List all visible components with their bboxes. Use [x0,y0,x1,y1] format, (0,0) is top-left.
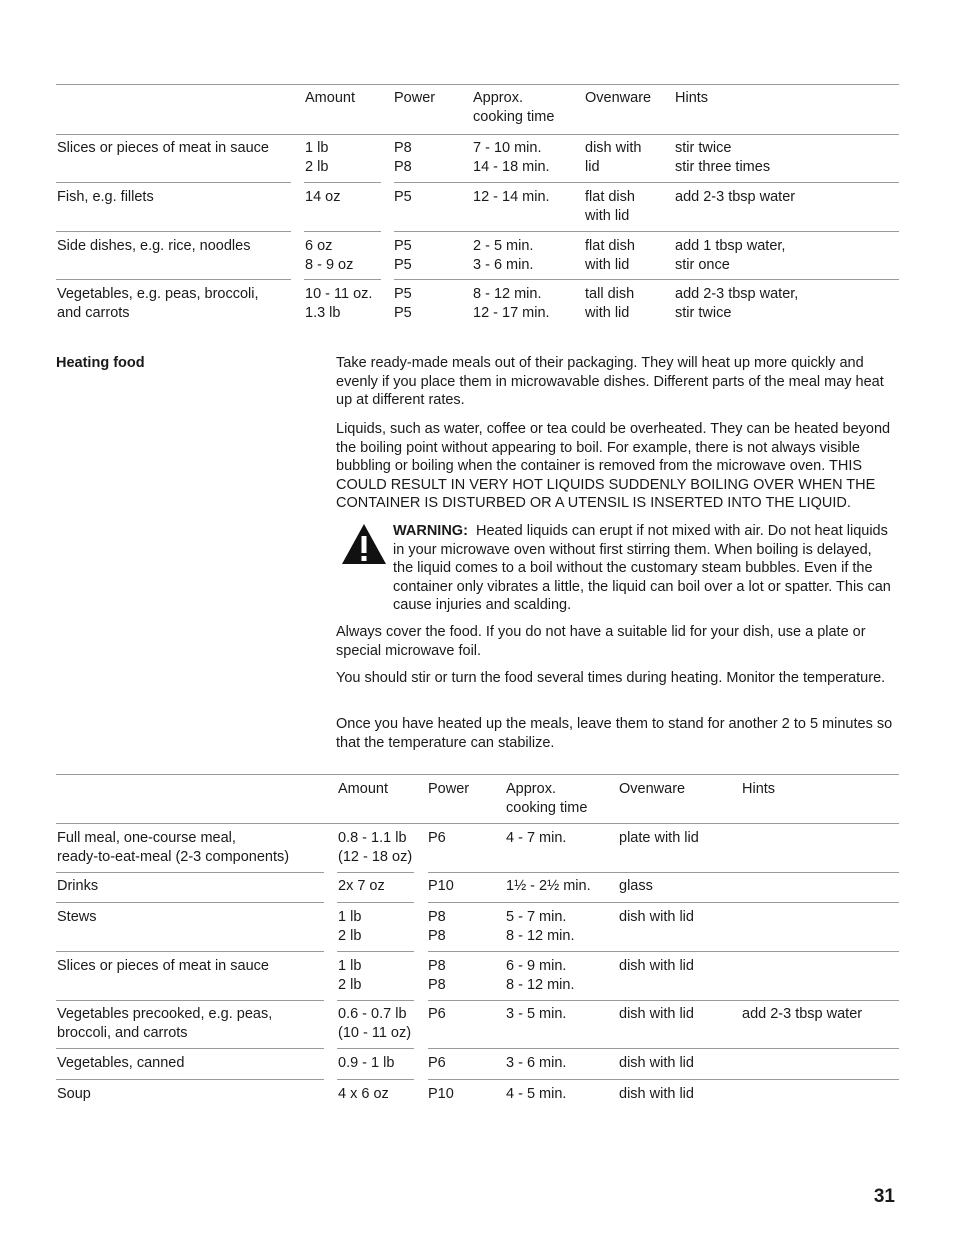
cell-amount: 0.6 - 0.7 lb (10 - 11 oz) [338,1006,412,1041]
cell-amount: 1 lb 2 lb [338,909,362,944]
cell-food: Full meal, one-course meal, ready-to-eat-meal (2-3 components) [57,830,290,865]
warning-triangle-icon [340,522,388,566]
column-header-hints: Hints [675,90,709,106]
cell-amount: 1 lb 2 lb [338,958,362,993]
cell-ovenware: dish with lid [619,1055,694,1071]
cell-food: Vegetables, canned [57,1055,185,1071]
cell-amount: 2x 7 oz [338,878,385,894]
cell-food: Vegetables precooked, e.g. peas, broccoli, and carrots [57,1006,273,1041]
cell-time: 6 - 9 min. 8 - 12 min. [506,958,575,993]
warning-block [393,522,893,615]
table-divider [394,182,899,183]
cell-ovenware: dish with lid [619,958,694,974]
cell-amount: 1 lb 2 lb [305,140,329,175]
cell-amount: 14 oz [305,189,341,205]
table-divider [337,1048,414,1049]
cell-food: Stews [57,909,97,925]
section-heading: Heating food [56,355,145,371]
cell-hints: add 1 tbsp water, stir once [675,238,786,273]
cell-power: P10 [428,878,454,894]
cell-time: 4 - 7 min. [506,830,567,846]
cell-ovenware: plate with lid [619,830,699,846]
table-divider [428,902,899,903]
table-divider [56,872,324,873]
cell-time: 8 - 12 min. 12 - 17 min. [473,286,550,321]
paragraph: Liquids, such as water, coffee or tea could be overheated. They can be heated beyond the boiling point without appearing to boil. For example, there is not always visible bubbling or boiling when the container is removed from the microwave oven. THIS COULD RESULT IN VERY HOT LIQUIDS SUDDENLY BOILING OVER WHEN THE CONTAINER IS DISTURBED OR A UTENSIL IS INSERTED INTO THE LIQUID. [336,421,891,511]
cell-time: 2 - 5 min. 3 - 6 min. [473,238,534,273]
cell-ovenware: tall dish with lid [585,286,635,321]
cell-food: Vegetables, e.g. peas, broccoli, and carrots [57,286,259,321]
cell-amount: 0.8 - 1.1 lb (12 - 18 oz) [338,830,413,865]
paragraph: Take ready-made meals out of their packaging. They will heat up more quickly and evenly if you place them in microwavable dishes. Different parts of the meal may heat up at different rates. [336,355,884,408]
cell-power: P6 [428,830,446,846]
cell-ovenware: glass [619,878,653,894]
table-divider [428,872,899,873]
cell-ovenware: dish with lid [619,1006,694,1022]
table-divider [394,279,899,280]
cell-amount: 6 oz 8 - 9 oz [305,238,354,273]
cell-time: 12 - 14 min. [473,189,550,205]
cell-food: Soup [57,1086,91,1102]
cell-power: P6 [428,1055,446,1071]
column-header-power: Power [394,90,436,106]
cell-ovenware: flat dish with lid [585,189,635,224]
table-divider [428,1079,899,1080]
cell-power: P10 [428,1086,454,1102]
cell-amount: 0.9 - 1 lb [338,1055,395,1071]
table-divider [56,279,291,280]
cell-ovenware: dish with lid [585,140,642,175]
table-divider [304,231,381,232]
column-header-amount: Amount [305,90,355,106]
cell-hints: add 2-3 tbsp water [675,189,796,205]
table-divider [337,872,414,873]
table-divider [56,1079,324,1080]
cell-time: 4 - 5 min. [506,1086,567,1102]
cell-food: Side dishes, e.g. rice, noodles [57,238,251,254]
column-header-hints: Hints [742,781,776,797]
page-number: 31 [873,1186,895,1207]
cell-hints: add 2-3 tbsp water [742,1006,863,1022]
cell-ovenware: flat dish with lid [585,238,635,273]
paragraph: Always cover the food. If you do not have a suitable lid for your dish, use a plate or special microwave foil. [336,624,866,659]
table-divider [337,902,414,903]
cell-power: P8 P8 [428,958,446,993]
cell-time: 3 - 6 min. [506,1055,567,1071]
table-divider [304,279,381,280]
table-divider [337,1079,414,1080]
column-header-cooking-time: Approx. cooking time [506,781,588,816]
cell-ovenware: dish with lid [619,909,694,925]
column-header-ovenware: Ovenware [585,90,652,106]
cell-power: P5 P5 [394,286,412,321]
table-divider [394,231,899,232]
cell-hints: stir twice stir three times [675,140,771,175]
paragraph: Once you have heated up the meals, leave them to stand for another 2 to 5 minutes so that the temperature can stabilize. [336,716,893,751]
column-header-cooking-time: Approx. cooking time [473,90,555,125]
column-header-ovenware: Ovenware [619,781,686,797]
column-header-power: Power [428,781,470,797]
cell-time: 5 - 7 min. 8 - 12 min. [506,909,575,944]
table-divider [56,774,899,775]
cell-time: 3 - 5 min. [506,1006,567,1022]
table-divider [304,182,381,183]
cell-ovenware: dish with lid [619,1086,694,1102]
cell-food: Drinks [57,878,99,894]
cell-power: P6 [428,1006,446,1022]
table-divider [56,823,899,824]
cell-amount: 4 x 6 oz [338,1086,389,1102]
cell-food: Fish, e.g. fillets [57,189,154,205]
cell-power: P8 P8 [428,909,446,944]
table-divider [56,1000,324,1001]
warning-text: Heated liquids can erupt if not mixed with air. Do not heat liquids in your microwave oven without first stirring them. When boiling is delayed, the liquid comes to a boil without the customary steam bubbles. Even if the container only vibrates a little, the liquid can boil over a lot or spatter. This can cause injuries and scalding. [393,523,891,613]
table-divider [56,84,899,85]
cell-power: P5 [394,189,412,205]
table-divider [56,182,291,183]
warning-label: WARNING: [393,523,468,539]
table-divider [56,951,324,952]
cell-time: 1½ - 2½ min. [506,878,591,894]
table-divider [428,1000,899,1001]
table-divider [428,951,899,952]
paragraph: You should stir or turn the food several times during heating. Monitor the temperature. [336,670,886,686]
cell-food: Slices or pieces of meat in sauce [57,958,269,974]
table-divider [56,231,291,232]
cell-food: Slices or pieces of meat in sauce [57,140,269,156]
table-divider [337,951,414,952]
column-header-amount: Amount [338,781,388,797]
cell-time: 7 - 10 min. 14 - 18 min. [473,140,550,175]
cell-power: P5 P5 [394,238,412,273]
table-divider [428,1048,899,1049]
table-divider [56,902,324,903]
table-divider [56,1048,324,1049]
cell-amount: 10 - 11 oz. 1.3 lb [305,286,373,321]
cell-power: P8 P8 [394,140,412,175]
cell-hints: add 2-3 tbsp water, stir twice [675,286,799,321]
table-divider [56,134,899,135]
table-divider [337,1000,414,1001]
